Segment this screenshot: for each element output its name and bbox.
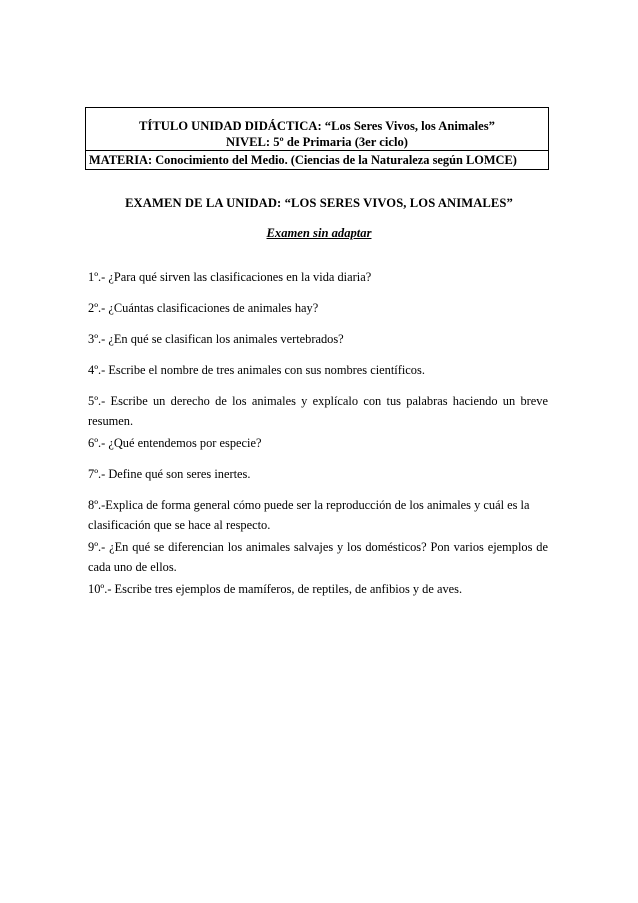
exam-subtitle-text: Examen sin adaptar	[266, 226, 372, 240]
question-9: 9º.- ¿En qué se diferencian los animales salvajes y los domésticos? Pon varios ejemplos de cada uno de ellos.	[88, 540, 548, 574]
question-1: 1º.- ¿Para qué sirven las clasificaciones en la vida diaria?	[88, 270, 372, 284]
exam-title: EXAMEN DE LA UNIDAD: “LOS SERES VIVOS, LOS ANIMALES”	[125, 196, 513, 210]
header-box	[85, 107, 549, 170]
unit-title: TÍTULO UNIDAD DIDÁCTICA: “Los Seres Vivos, los Animales”	[139, 119, 495, 133]
question-8: 8º.-Explica de forma general cómo puede ser la reproducción de los animales y cuál es la clasificación que se hace al respecto.	[88, 498, 530, 532]
question-4: 4º.- Escribe el nombre de tres animales con sus nombres científicos.	[88, 363, 425, 377]
question-6: 6º.- ¿Qué entendemos por especie?	[88, 436, 262, 450]
exam-subtitle	[0, 226, 638, 241]
question-3: 3º.- ¿En qué se clasifican los animales vertebrados?	[88, 332, 344, 346]
question-7: 7º.- Define qué son seres inertes.	[88, 467, 251, 481]
question-10: 10º.- Escribe tres ejemplos de mamíferos, de reptiles, de anfibios y de aves.	[88, 582, 463, 596]
question-5: 5º.- Escribe un derecho de los animales y explícalo con tus palabras haciendo un breve resumen.	[88, 394, 548, 428]
question-2: 2º.- ¿Cuántas clasificaciones de animales hay?	[88, 301, 319, 315]
level-line: NIVEL: 5º de Primaria (3er ciclo)	[226, 135, 408, 149]
subject-line: MATERIA: Conocimiento del Medio. (Ciencias de la Naturaleza según LOMCE)	[86, 150, 548, 169]
